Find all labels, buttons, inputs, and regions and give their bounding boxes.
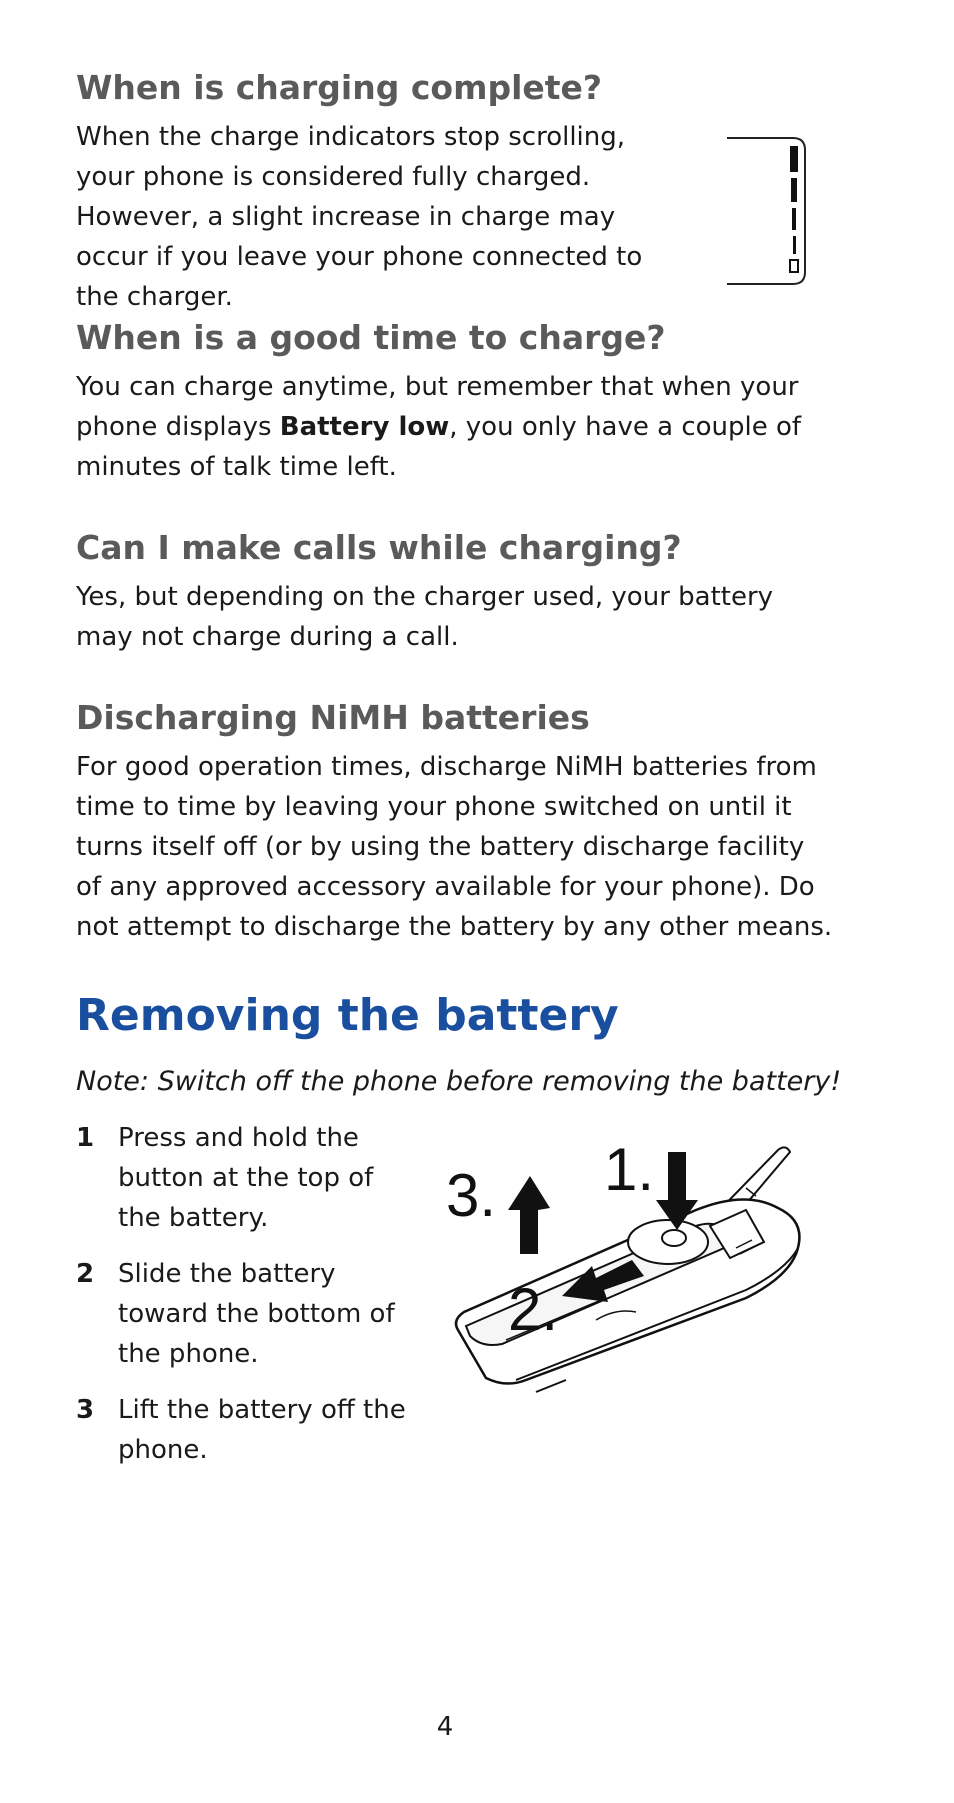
figure-label-3: 3.	[446, 1162, 497, 1229]
heading-calls-charging: Can I make calls while charging?	[76, 528, 682, 567]
removal-steps-list	[76, 1118, 436, 1486]
heading-discharging: Discharging NiMH batteries	[76, 698, 590, 737]
body-charging-complete: When the charge indicators stop scrolling, your phone is considered fully charged. However, a slight increase in charge may occur if you leave your phone connected to the charger.	[76, 122, 643, 312]
heading-charging-complete: When is charging complete?	[76, 68, 603, 107]
body-calls-charging: Yes, but depending on the charger used, your battery may not charge during a call.	[76, 582, 774, 652]
step-number: 1	[76, 1123, 95, 1153]
heading-good-time: When is a good time to charge?	[76, 318, 666, 357]
body-good-time-pre: You can charge anytime, but remember that when your phone displays	[76, 372, 799, 442]
figure-label-2: 2.	[508, 1276, 559, 1343]
step-text: Press and hold the button at the top of the battery.	[118, 1123, 374, 1233]
battery-low-term: Battery low	[279, 412, 450, 442]
step-text: Lift the battery off the phone.	[118, 1395, 406, 1465]
battery-charge-bars-icon	[727, 136, 807, 286]
step-number: 2	[76, 1259, 95, 1289]
step-number: 3	[76, 1395, 95, 1425]
note-switch-off: Note: Switch off the phone before removing the battery!	[76, 1066, 842, 1097]
phone-battery-removal-illustration	[446, 1130, 816, 1400]
figure-label-1: 1.	[604, 1136, 655, 1203]
list-item	[76, 1390, 436, 1470]
list-item	[76, 1118, 436, 1238]
step-text: Slide the battery toward the bottom of the phone.	[118, 1259, 395, 1369]
page-number: 4	[436, 1712, 454, 1742]
body-good-time-post: , you only have a couple of minutes of talk time left.	[76, 412, 802, 482]
list-item	[76, 1254, 436, 1374]
body-good-time	[76, 367, 806, 487]
body-discharging: For good operation times, discharge NiMH batteries from time to time by leaving your phone switched on until it turns itself off (or by using the battery discharge facility of any approved accessory available for your phone). Do not attempt to discharge the battery by any other means.	[76, 752, 833, 942]
title-removing-battery: Removing the battery	[76, 990, 619, 1041]
